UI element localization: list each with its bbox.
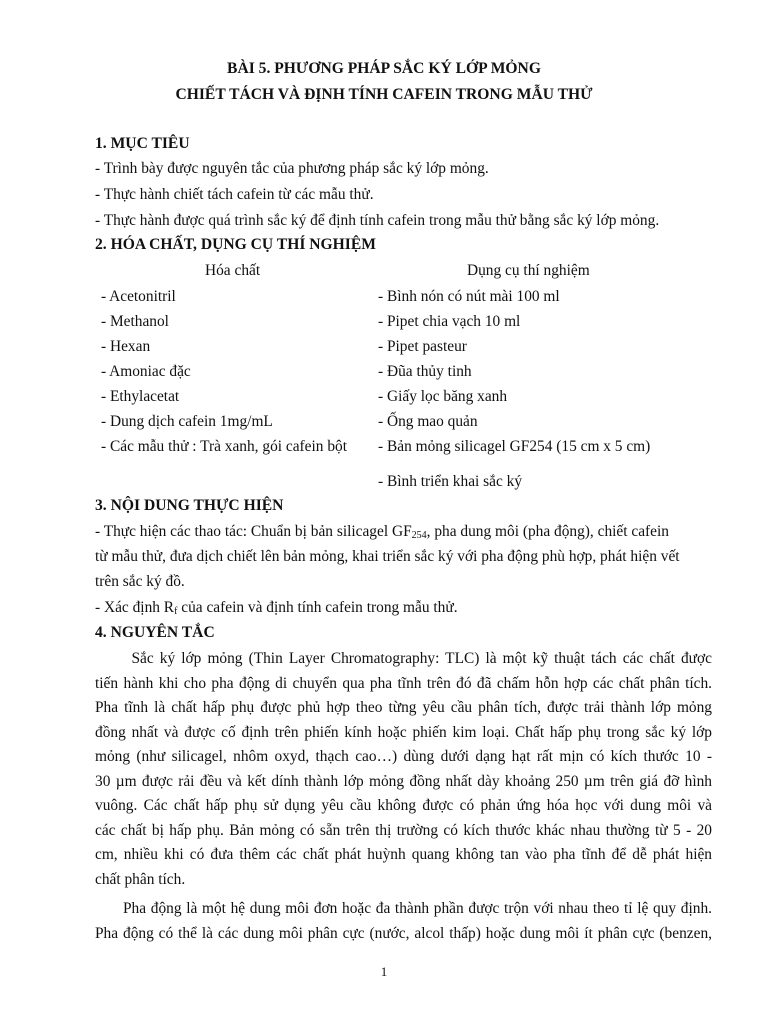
- chemical-item: - Hexan: [101, 338, 151, 355]
- objective-item: - Trình bày được nguyên tắc của phương pháp sắc ký lớp mỏng.: [95, 160, 489, 177]
- paragraph-line: đồng nhất và được cố định trên phiến kính hoặc phiến kim loại. Chất hấp phụ trong sắc ký lớp: [95, 723, 712, 741]
- equipment-item: - Bình triển khai sắc ký: [378, 473, 523, 490]
- chemical-item: - Methanol: [101, 313, 169, 330]
- equipment-item: - Đũa thủy tinh: [378, 363, 472, 380]
- task-item-2: [95, 599, 458, 617]
- section-3-heading: 3. NỘI DUNG THỰC HIỆN: [95, 497, 284, 514]
- equipment-item: - Pipet pasteur: [378, 338, 467, 355]
- title-line-2: CHIẾT TÁCH VÀ ĐỊNH TÍNH CAFEIN TRONG MẪU THỬ: [175, 86, 593, 103]
- equipment-item: - Bản mỏng silicagel GF254 (15 cm x 5 cm): [378, 438, 651, 455]
- task-item-1: [95, 523, 669, 541]
- subscript: 254: [411, 530, 427, 541]
- paragraph-line: mỏng (như silicagel, nhôm oxyd, thạch cao…) dùng dưới dạng hạt rất mịn có kích thước 10 -: [95, 748, 712, 765]
- principle-paragraph-1: [95, 647, 712, 892]
- chemical-item: - Các mẫu thử : Trà xanh, gói cafein bột: [101, 438, 347, 455]
- equipment-item: - Ống mao quản: [378, 413, 478, 430]
- paragraph-line: cm, nhiều khi có đưa thêm các chất phát huỳnh quang không tan vào pha tĩnh để dễ phát hiện: [95, 846, 712, 863]
- task-item-1-continued: trên sắc ký đồ.: [95, 573, 185, 590]
- paragraph-line: Sắc ký lớp mỏng (Thin Layer Chromatography: TLC) là một kỹ thuật tách các chất được: [95, 650, 712, 667]
- chemical-item: - Dung dịch cafein 1mg/mL: [101, 413, 273, 430]
- title-line-1: BÀI 5. PHƯƠNG PHÁP SẮC KÝ LỚP MỎNG: [227, 60, 541, 77]
- equipment-column-header: Dụng cụ thí nghiệm: [467, 262, 590, 279]
- paragraph-line: 30 µm được rải đều và kết dính thành lớp mỏng đồng nhất dày khoảng 250 µm trên giá đỡ hình: [95, 772, 712, 790]
- chemical-item: - Amoniac đặc: [101, 363, 191, 380]
- equipment-item: - Bình nón có nút mài 100 ml: [378, 288, 560, 305]
- section-1-heading: 1. MỤC TIÊU: [95, 135, 190, 152]
- paragraph-line: tiến hành khi cho pha động di chuyển qua pha tĩnh trên đó đã chấm hỗn hợp các chất phân tích.: [95, 674, 712, 692]
- objective-item: - Thực hành được quá trình sắc ký để định tính cafein trong mẫu thử bằng sắc ký lớp mỏng.: [95, 212, 660, 229]
- task-2-text: của cafein và định tính cafein trong mẫu thử.: [177, 599, 458, 616]
- objective-item: - Thực hành chiết tách cafein từ các mẫu thử.: [95, 186, 374, 203]
- section-4-heading: 4. NGUYÊN TẮC: [95, 624, 215, 641]
- paragraph-line: Pha động có thể là các dung môi phân cực (nước, alcol thấp) hoặc dung môi ít phân cực (benzen,: [95, 924, 712, 942]
- chemical-item: - Ethylacetat: [101, 388, 180, 405]
- paragraph-line: các chất bị hấp phụ. Bản mỏng có sẵn trên thị trường có kích thước khác nhau thường từ 5 - 20: [95, 821, 712, 839]
- paragraph-line: Pha tĩnh là chất hấp phụ được phủ hợp theo từng yêu cầu phân tích, được trải thành lớp mỏng: [95, 699, 712, 716]
- section-2-heading: 2. HÓA CHẤT, DỤNG CỤ THÍ NGHIỆM: [95, 236, 376, 253]
- principle-paragraph-2: [95, 897, 712, 946]
- equipment-item: - Giấy lọc băng xanh: [378, 388, 508, 405]
- paragraph-line: chất phân tích.: [95, 870, 186, 888]
- task-2-text: - Xác định R: [95, 599, 175, 616]
- subscript: f: [174, 606, 178, 617]
- task-item-1-continued: từ mẫu thử, đưa dịch chiết lên bản mỏng, khai triển sắc ký với pha động phù hợp, phát hiện vết: [95, 548, 680, 565]
- chemical-item: - Acetonitril: [101, 288, 176, 305]
- task-1-text: , pha dung môi (pha động), chiết cafein: [426, 523, 669, 540]
- chemicals-column-header: Hóa chất: [205, 262, 261, 279]
- paragraph-line: vuông. Các chất hấp phụ sử dụng yêu cầu không được có phản ứng hóa học với dung môi và: [95, 797, 712, 814]
- page-number: 1: [380, 964, 388, 979]
- paragraph-line: Pha động là một hệ dung môi đơn hoặc đa thành phần được trộn với nhau theo tỉ lệ quy định.: [95, 900, 712, 917]
- task-1-text: - Thực hiện các thao tác: Chuẩn bị bản silicagel GF: [95, 523, 412, 540]
- equipment-item: - Pipet chia vạch 10 ml: [378, 313, 521, 330]
